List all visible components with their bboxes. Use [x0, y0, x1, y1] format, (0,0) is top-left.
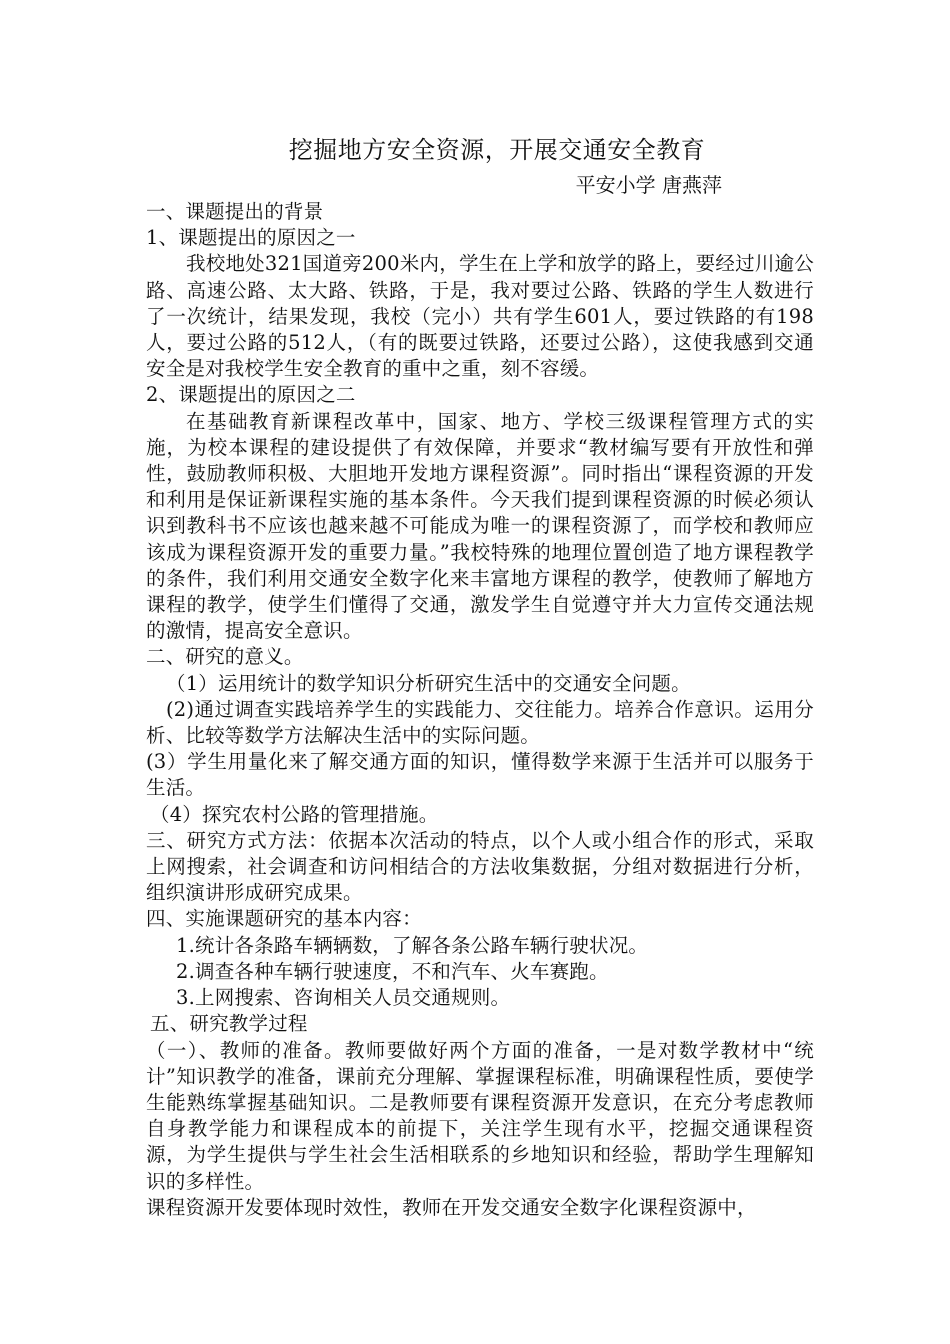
content-item-3: 3.上网搜索、咨询相关人员交通规则。 [176, 986, 511, 1010]
reason2-heading: 2、课题提出的原因之二 [146, 383, 356, 407]
section5-heading: 五、研究教学过程 [150, 1012, 308, 1036]
meaning-item-1: （1）运用统计的数学知识分析研究生活中的交通安全问题。 [166, 671, 691, 695]
meaning-item-4: （4）探究农村公路的管理措施。 [150, 802, 439, 826]
reason2-paragraph: 在基础教育新课程改革中，国家、地方、学校三级课程管理方式的实施，为校本课程的建设提供了有效保障，并要求“教材编写要有开放性和弹性，鼓励教师积极、大胆地开发地方课程资源”。同时指出“课程资源的开发和利用是保证新课程实施的基本条件。今天我们提到课程资源的时候必须认识到教科书不应该也越来越不可能成为唯一的课程资源了，而学校和教师应该成为课程资源开发的重要力量。”我校特殊的地理位置创造了地方课程教学的条件，我们利用交通安全数字化来丰富地方课程的教学，使教师了解地方课程的教学，使学生们懂得了交通，激发学生自觉遵守并大力宣传交通法规的激情，提高安全意识。 [146, 409, 814, 643]
document-page [146, 133, 814, 1221]
document-author: 平安小学 唐燕萍 [575, 173, 722, 197]
meaning-item-2-text: (2)通过调查实践培养学生的实践能力、交往能力。培养合作意识。运用分析、比较等数学方法解决生活中的实际问题。 [146, 697, 814, 748]
section2-heading: 二、研究的意义。 [146, 645, 304, 669]
process-paragraph-2: 课程资源开发要体现时效性，教师在开发交通安全数字化课程资源中， [146, 1195, 757, 1219]
section4-heading: 四、实施课题研究的基本内容： [146, 907, 422, 931]
content-item-1: 1.统计各条路车辆辆数，了解各条公路车辆行驶状况。 [176, 933, 649, 957]
section3-paragraph: 三、研究方式方法：依据本次活动的特点，以个人或小组合作的形式，采取上网搜索，社会调查和访问相结合的方法收集数据，分组对数据进行分析，组织演讲形成研究成果。 [146, 828, 814, 905]
process-paragraph-1: （一）、教师的准备。教师要做好两个方面的准备，一是对数学教材中“统计”知识教学的准备，课前充分理解、掌握课程标准，明确课程性质，要使学生能熟练掌握基础知识。二是教师要有课程资源开发意识，在充分考虑教师自身教学能力和课程成本的前提下，关注学生现有水平，挖掘交通课程资源，为学生提供与学生社会生活相联系的乡地知识和经验，帮助学生理解知识的多样性。 [146, 1038, 814, 1193]
content-item-2: 2.调查各种车辆行驶速度，不和汽车、火车赛跑。 [176, 959, 609, 983]
reason1-heading: 1、课题提出的原因之一 [146, 226, 356, 250]
section1-heading: 一、课题提出的背景 [146, 200, 324, 223]
reason1-paragraph: 我校地处321国道旁200米内，学生在上学和放学的路上，要经过川逾公路、高速公路、太大路、铁路，于是，我对要过公路、铁路的学生人数进行了一次统计，结果发现，我校（完小）共有学生601人，要过铁路的有198人，要过公路的512人，（有的既要过铁路，还要过公路），这使我感到交通安全是对我校学生安全教育的重中之重，刻不容缓。 [146, 252, 814, 381]
meaning-item-2 [146, 697, 814, 749]
document-title: 挖掘地方安全资源，开展交通安全教育 [288, 136, 706, 164]
meaning-item-3: (3）学生用量化来了解交通方面的知识，懂得数学来源于生活并可以服务于生活。 [146, 750, 814, 800]
